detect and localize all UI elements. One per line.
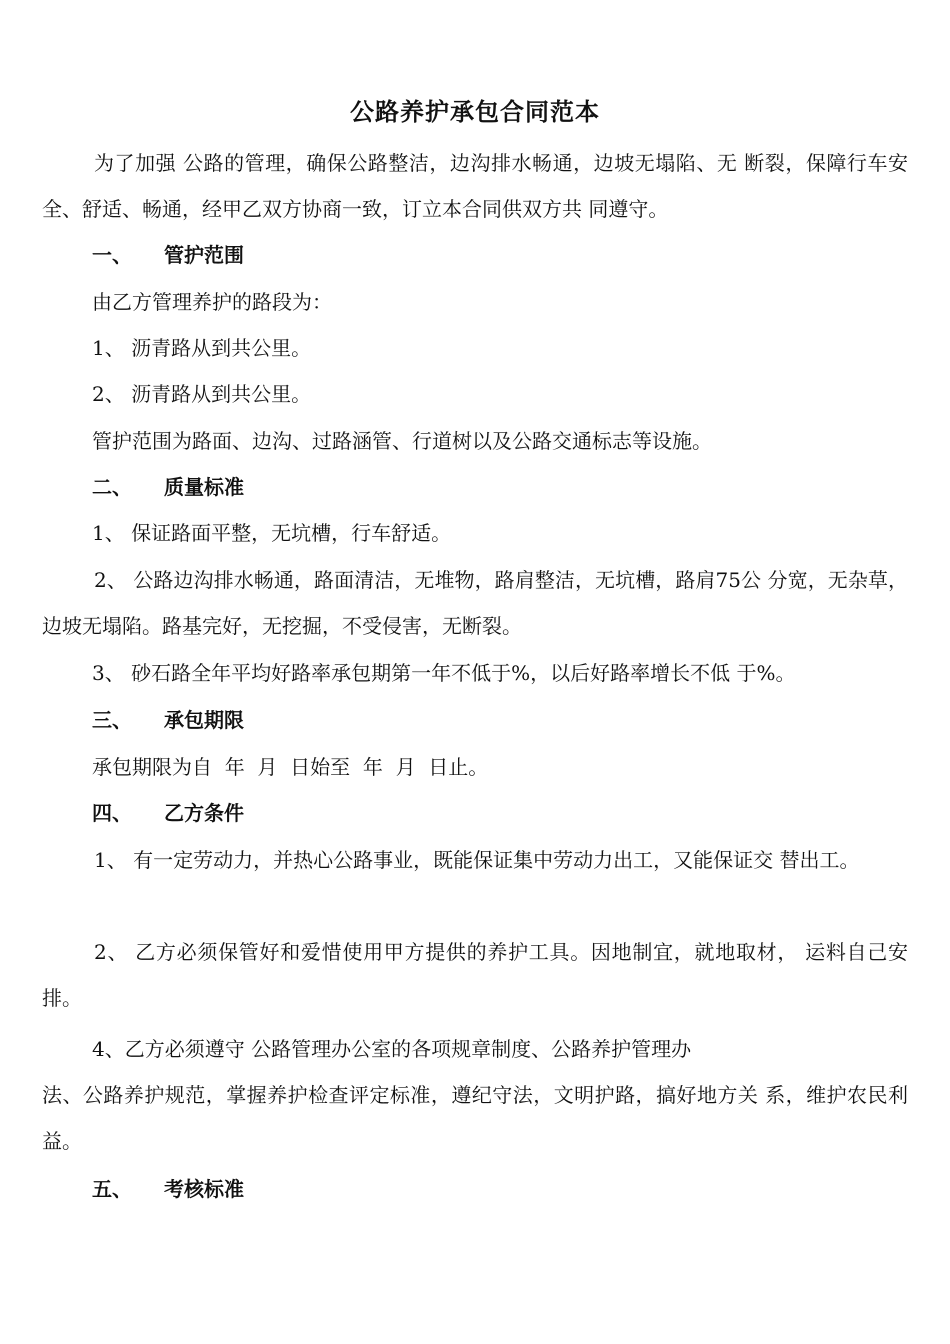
section-label: 承包期限 [164,708,244,732]
section-label: 考核标准 [164,1177,244,1201]
scope-paragraph: 由乙方管理养护的路段为： [92,290,332,314]
section-label: 管护范围 [164,243,244,267]
section-number: 二、 [92,475,132,499]
section-label: 质量标准 [164,475,244,499]
quality-item: 1、 保证路面平整，无坑槽，行车舒适。 [92,521,452,545]
section-number: 四、 [92,801,132,825]
section-heading-scope [92,232,244,278]
conditions-item: 1、 有一定劳动力，并热心公路事业，既能保证集中劳动力出工，又能保证交 替出工。 [94,848,860,872]
conditions-item: 2、 乙方必须保管好和爱惜使用甲方提供的养护工具。因地制宜，就地取材， 运料自己安排。 [42,940,908,1010]
section-label: 乙方条件 [164,801,244,825]
section-number: 一、 [92,243,132,267]
section-heading-assessment [92,1166,244,1212]
term-paragraph: 承包期限为自 年 月 日始至 年 月 日止。 [92,755,489,779]
intro-paragraph: 为了加强 公路的管理，确保公路整洁，边沟排水畅通，边坡无塌陷、无 断裂，保障行车安全、舒适、畅通，经甲乙双方协商一致，订立本合同供双方共 同遵守。 [42,151,908,221]
section-number: 五、 [92,1177,132,1201]
scope-item: 2、 沥青路从到共公里。 [92,382,312,406]
section-heading-conditions [92,790,244,836]
conditions-item: 4、乙方必须遵守 公路管理办公室的各项规章制度、公路养护管理办 [92,1037,692,1061]
section-heading-quality [92,464,244,510]
scope-item: 1、 沥青路从到共公里。 [92,336,312,360]
quality-item: 3、 砂石路全年平均好路率承包期第一年不低于%，以后好路率增长不低 于%。 [92,661,796,685]
section-number: 三、 [92,708,132,732]
scope-paragraph: 管护范围为路面、边沟、过路涵管、行道树以及公路交通标志等设施。 [92,429,712,453]
quality-item: 2、 公路边沟排水畅通，路面清洁，无堆物，路肩整洁，无坑槽，路肩75公 分宽，无杂草，边坡无塌陷。路基完好，无挖掘，不受侵害，无断裂。 [42,568,908,638]
document-title: 公路养护承包合同范本 [350,97,600,126]
conditions-item-continued: 法、公路养护规范，掌握养护检查评定标准，遵纪守法，文明护路，搞好地方关 系，维护农民利益。 [42,1083,908,1153]
section-heading-term [92,697,244,743]
